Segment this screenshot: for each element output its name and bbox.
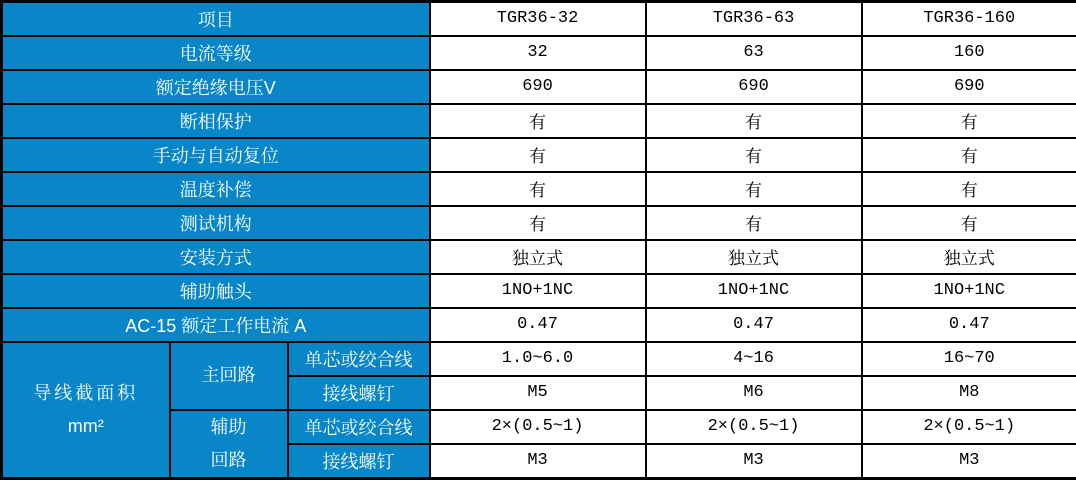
header-col-2: TGR36-63 [646, 2, 862, 36]
value-cell: 有 [862, 104, 1076, 138]
value-cell: 1.0~6.0 [430, 342, 646, 376]
row-label: 安装方式 [2, 240, 430, 274]
value-cell: M8 [862, 376, 1076, 410]
row-label: 断相保护 [2, 104, 430, 138]
row-label: 辅助触头 [2, 274, 430, 308]
main-circuit-group-cell: 主回路 [170, 342, 288, 410]
value-cell: 有 [646, 104, 862, 138]
value-cell: 有 [862, 172, 1076, 206]
value-cell: M5 [430, 376, 646, 410]
wire-area-label: 导线截面积 [3, 377, 169, 410]
row-ac15-rated-current [2, 308, 1076, 342]
value-cell: M3 [646, 444, 862, 478]
value-cell: 2×(0.5~1) [862, 410, 1076, 444]
value-cell: 160 [862, 36, 1076, 70]
row-test-mechanism [2, 206, 1076, 240]
value-cell: 有 [862, 138, 1076, 172]
value-cell: 有 [646, 172, 862, 206]
row-manual-auto-reset [2, 138, 1076, 172]
value-cell: 0.47 [430, 308, 646, 342]
row-current-rating [2, 36, 1076, 70]
value-cell: 32 [430, 36, 646, 70]
header-col-3: TGR36-160 [862, 2, 1076, 36]
wire-type-label: 单芯或绞合线 [288, 410, 430, 444]
value-cell: 有 [430, 172, 646, 206]
header-col-1: TGR36-32 [430, 2, 646, 36]
value-cell: 0.47 [646, 308, 862, 342]
aux-circuit-group-cell: 辅助 回路 [170, 410, 288, 479]
row-phase-failure-protection [2, 104, 1076, 138]
wire-area-unit: mm² [3, 410, 169, 443]
value-cell: 独立式 [646, 240, 862, 274]
value-cell: 0.47 [862, 308, 1076, 342]
value-cell: 690 [430, 70, 646, 104]
value-cell: 1NO+1NC [862, 274, 1076, 308]
row-label: 手动与自动复位 [2, 138, 430, 172]
row-auxiliary-contacts [2, 274, 1076, 308]
wire-type-label: 单芯或绞合线 [288, 342, 430, 376]
row-mounting-type [2, 240, 1076, 274]
value-cell: 690 [646, 70, 862, 104]
value-cell: M3 [430, 444, 646, 478]
row-main-circuit-wire [2, 342, 1076, 376]
value-cell: 16~70 [862, 342, 1076, 376]
header-row [2, 2, 1076, 36]
value-cell: 1NO+1NC [646, 274, 862, 308]
value-cell: 4~16 [646, 342, 862, 376]
row-temperature-compensation [2, 172, 1076, 206]
value-cell: 63 [646, 36, 862, 70]
row-insulation-voltage [2, 70, 1076, 104]
row-label: 电流等级 [2, 36, 430, 70]
value-cell: 独立式 [862, 240, 1076, 274]
value-cell: 有 [430, 104, 646, 138]
row-label: 温度补偿 [2, 172, 430, 206]
value-cell: 2×(0.5~1) [646, 410, 862, 444]
row-label: AC-15 额定工作电流 A [2, 308, 430, 342]
row-label: 测试机构 [2, 206, 430, 240]
header-item-label: 项目 [2, 2, 430, 36]
value-cell: 有 [862, 206, 1076, 240]
value-cell: 有 [646, 138, 862, 172]
value-cell: 有 [646, 206, 862, 240]
value-cell: 独立式 [430, 240, 646, 274]
value-cell: 有 [430, 206, 646, 240]
value-cell: M6 [646, 376, 862, 410]
wire-area-group-cell [2, 342, 170, 479]
value-cell: 690 [862, 70, 1076, 104]
wire-type-label: 接线螺钉 [288, 376, 430, 410]
value-cell: 2×(0.5~1) [430, 410, 646, 444]
row-label: 额定绝缘电压V [2, 70, 430, 104]
value-cell: M3 [862, 444, 1076, 478]
value-cell: 1NO+1NC [430, 274, 646, 308]
value-cell: 有 [430, 138, 646, 172]
wire-type-label: 接线螺钉 [288, 444, 430, 478]
